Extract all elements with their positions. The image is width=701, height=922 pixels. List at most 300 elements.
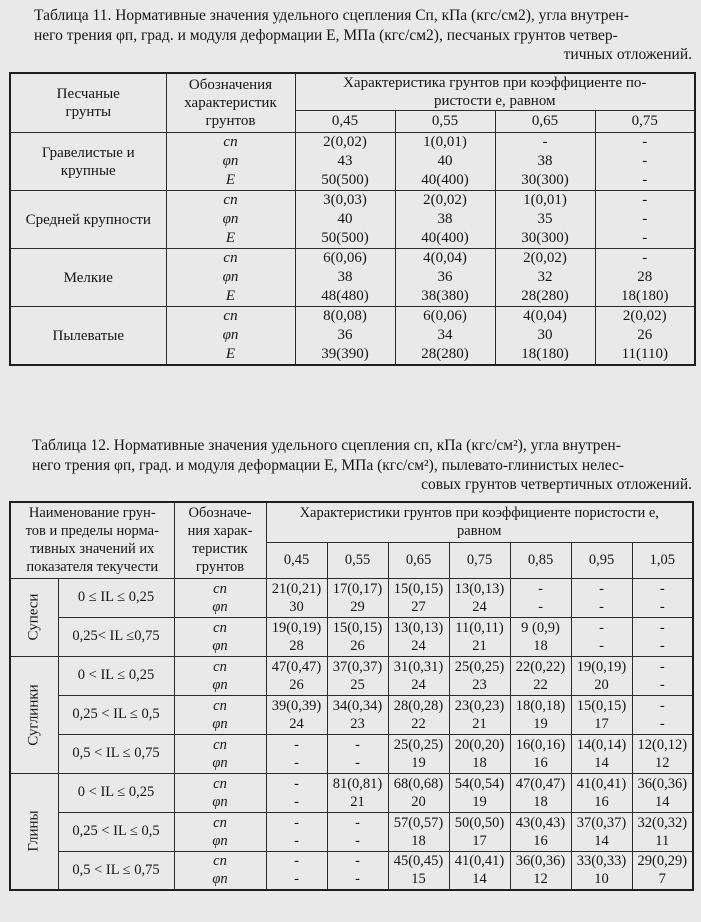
value: 6(0,06) bbox=[423, 308, 467, 324]
value-cell bbox=[327, 578, 388, 617]
symbol-cell bbox=[174, 656, 266, 695]
soil-group-label bbox=[10, 773, 58, 890]
value: - bbox=[642, 172, 648, 188]
value-cell bbox=[395, 191, 495, 249]
value: 10 bbox=[594, 871, 609, 888]
value: 24 bbox=[411, 637, 426, 654]
porosity-header: 0,75 bbox=[595, 111, 695, 133]
soil-name-cell bbox=[10, 133, 166, 191]
value: 2(0,02) bbox=[523, 250, 567, 266]
value-cell bbox=[510, 695, 571, 734]
value: 19(0,19) bbox=[576, 658, 627, 675]
table11-body bbox=[10, 133, 695, 366]
caption-line: совых грунтов четвертичных отложений. bbox=[421, 476, 692, 493]
value: 19 bbox=[533, 715, 548, 732]
value: 14 bbox=[655, 793, 670, 810]
table-row bbox=[10, 249, 695, 307]
value-cell bbox=[266, 734, 327, 773]
value: - bbox=[294, 775, 299, 792]
value-cell bbox=[632, 734, 693, 773]
value-cell bbox=[295, 133, 395, 191]
symbol-cell bbox=[174, 578, 266, 617]
soil-group-name: Глины bbox=[25, 810, 42, 852]
value: 30 bbox=[289, 598, 304, 615]
value: 18 bbox=[472, 754, 487, 771]
value-cell bbox=[295, 249, 395, 307]
value-cell bbox=[266, 695, 327, 734]
value: - bbox=[355, 853, 360, 870]
value-cell bbox=[595, 133, 695, 191]
value: 9 (0,9) bbox=[521, 619, 560, 636]
value: 18(0,18) bbox=[515, 697, 566, 714]
value-cell bbox=[510, 617, 571, 656]
value: 43 bbox=[337, 153, 353, 169]
value: 13(0,13) bbox=[454, 580, 505, 597]
value-cell bbox=[571, 695, 632, 734]
value: 30(300) bbox=[521, 230, 569, 246]
caption-line: него трения φп, град. и модуля деформации E, МПа (кгс/см2), песчаных грунтов четвер- bbox=[34, 26, 618, 44]
header-name bbox=[10, 502, 174, 578]
value-cell bbox=[388, 812, 449, 851]
value-cell bbox=[495, 191, 595, 249]
porosity-header: 0,65 bbox=[388, 542, 449, 578]
symbol-label: φп bbox=[212, 715, 228, 732]
value: 28 bbox=[637, 269, 653, 285]
value: 2(0,02) bbox=[622, 308, 667, 324]
header-text: ристости e, равном bbox=[433, 93, 556, 109]
header-text: равном bbox=[457, 523, 502, 540]
value: 14 bbox=[472, 871, 487, 888]
value: 17(0,17) bbox=[332, 580, 383, 597]
value-cell bbox=[571, 656, 632, 695]
value: 4(0,04) bbox=[423, 250, 467, 266]
value: 40(400) bbox=[421, 172, 469, 188]
value-cell bbox=[632, 773, 693, 812]
symbol-label: φп bbox=[222, 211, 239, 227]
symbol-label: φп bbox=[212, 637, 228, 654]
header-text: Песчаные bbox=[56, 86, 120, 102]
liquidity-condition: 0 ≤ IL ≤ 0,25 bbox=[58, 578, 174, 617]
value-cell bbox=[510, 578, 571, 617]
liquidity-condition: 0,25 < IL ≤ 0,5 bbox=[58, 812, 174, 851]
value: 28(280) bbox=[521, 288, 569, 304]
value: 15 bbox=[411, 871, 426, 888]
value-cell bbox=[266, 617, 327, 656]
value-cell bbox=[388, 617, 449, 656]
value: 29(0,29) bbox=[637, 853, 688, 870]
value: 17 bbox=[472, 832, 487, 849]
value: - bbox=[355, 871, 360, 888]
soil-name-cell bbox=[10, 191, 166, 249]
value-cell bbox=[510, 734, 571, 773]
value: 30 bbox=[537, 327, 553, 343]
value: 13(0,13) bbox=[393, 619, 444, 636]
value: 21 bbox=[472, 715, 487, 732]
value: 11(0,11) bbox=[455, 619, 504, 636]
value-cell bbox=[595, 307, 695, 366]
header-text: грунтов bbox=[205, 113, 256, 129]
caption-line: Таблица 11. Нормативные значения удельного сцепления Cп, кПа (кгс/см2), угла внутрен- bbox=[34, 7, 629, 24]
porosity-header: 0,55 bbox=[327, 542, 388, 578]
value-cell bbox=[266, 656, 327, 695]
value: 41(0,41) bbox=[576, 775, 627, 792]
symbol-label: E bbox=[225, 288, 236, 304]
value-cell bbox=[571, 773, 632, 812]
symbol-cell bbox=[174, 851, 266, 890]
symbol-label: cп bbox=[213, 814, 227, 831]
value-cell bbox=[510, 656, 571, 695]
value-cell bbox=[495, 133, 595, 191]
value: - bbox=[355, 832, 360, 849]
value: - bbox=[355, 754, 360, 771]
value-cell bbox=[449, 578, 510, 617]
value: 16 bbox=[594, 793, 609, 810]
value: 40 bbox=[437, 153, 453, 169]
symbol-cell bbox=[174, 617, 266, 656]
value-cell bbox=[449, 773, 510, 812]
value: 27 bbox=[411, 598, 426, 615]
value: - bbox=[659, 637, 665, 654]
value: 2(0,02) bbox=[323, 134, 367, 150]
symbol-label: φп bbox=[222, 269, 239, 285]
header-designation bbox=[174, 502, 266, 578]
value: 31(0,31) bbox=[393, 658, 444, 675]
soil-group-name: Супеси bbox=[25, 593, 42, 641]
symbol-cell bbox=[174, 812, 266, 851]
value: - bbox=[642, 153, 648, 169]
value: 35 bbox=[537, 211, 553, 227]
header-text: теристик bbox=[192, 541, 248, 558]
value-cell bbox=[295, 307, 395, 366]
caption-line: тичных отложений. bbox=[563, 46, 692, 63]
symbol-label: cп bbox=[213, 580, 227, 597]
value: 16 bbox=[533, 754, 548, 771]
value: 34(0,34) bbox=[332, 697, 383, 714]
value: 24 bbox=[472, 598, 487, 615]
symbol-label: φп bbox=[212, 598, 228, 615]
value: - bbox=[294, 871, 299, 888]
value: 47(0,47) bbox=[271, 658, 322, 675]
symbol-label: cп bbox=[213, 658, 227, 675]
header-characteristic bbox=[266, 502, 693, 542]
value-cell bbox=[327, 773, 388, 812]
value: 19(0,19) bbox=[271, 619, 322, 636]
value: 30(300) bbox=[521, 172, 569, 188]
value-cell bbox=[388, 734, 449, 773]
value: - bbox=[642, 134, 648, 150]
value: 1(0,01) bbox=[423, 134, 467, 150]
value-cell bbox=[327, 656, 388, 695]
value: 7 bbox=[658, 871, 666, 888]
value: 28(0,28) bbox=[393, 697, 444, 714]
header-text: тивных значений их bbox=[30, 541, 155, 558]
value: 15(0,15) bbox=[393, 580, 444, 597]
value-cell bbox=[449, 656, 510, 695]
value: 23(0,23) bbox=[454, 697, 505, 714]
porosity-header: 1,05 bbox=[632, 542, 693, 578]
value: 14(0,14) bbox=[576, 736, 627, 753]
value-cell bbox=[388, 656, 449, 695]
symbol-cell bbox=[166, 307, 295, 366]
table-row bbox=[10, 656, 693, 695]
header-text: показателя текучести bbox=[26, 559, 159, 576]
header-characteristic bbox=[295, 73, 695, 111]
value-cell bbox=[571, 812, 632, 851]
value: - bbox=[294, 832, 299, 849]
symbol-label: cп bbox=[213, 775, 227, 792]
soil-name: Средней крупности bbox=[25, 211, 151, 228]
value-cell bbox=[632, 578, 693, 617]
value: 11 bbox=[655, 832, 670, 849]
symbol-label: E bbox=[225, 230, 236, 246]
value-cell bbox=[449, 851, 510, 890]
soil-name-cell bbox=[10, 307, 166, 366]
value: 28(280) bbox=[421, 346, 469, 362]
liquidity-condition: 0 < IL ≤ 0,25 bbox=[58, 656, 174, 695]
value: 36(0,36) bbox=[637, 775, 688, 792]
caption-line: Таблица 12. Нормативные значения удельного сцепления cп, кПа (кгс/см²), угла внутрен- bbox=[32, 437, 621, 454]
value: 40 bbox=[337, 211, 353, 227]
soil-group-label bbox=[10, 578, 58, 656]
header-text: характеристик bbox=[184, 95, 277, 111]
table-row bbox=[10, 812, 693, 851]
value: 4(0,04) bbox=[523, 308, 567, 324]
value: - bbox=[659, 580, 665, 597]
value: - bbox=[294, 736, 299, 753]
table11 bbox=[9, 72, 696, 366]
value: 38 bbox=[337, 269, 353, 285]
value: 12(0,12) bbox=[637, 736, 688, 753]
value: 23 bbox=[472, 676, 487, 693]
value-cell bbox=[632, 812, 693, 851]
value-cell bbox=[395, 133, 495, 191]
value: 19 bbox=[411, 754, 426, 771]
value-cell bbox=[388, 578, 449, 617]
liquidity-condition: 0,5 < IL ≤ 0,75 bbox=[58, 851, 174, 890]
value-cell bbox=[632, 617, 693, 656]
value: 68(0,68) bbox=[393, 775, 444, 792]
value-cell bbox=[449, 734, 510, 773]
value: 14 bbox=[594, 832, 609, 849]
value-cell bbox=[266, 851, 327, 890]
header-text: грунтов bbox=[195, 559, 245, 576]
value-cell bbox=[327, 695, 388, 734]
value: 26 bbox=[637, 327, 653, 343]
table12-body bbox=[10, 578, 693, 890]
soil-group-label bbox=[10, 656, 58, 773]
symbol-cell bbox=[174, 734, 266, 773]
value: 32(0,32) bbox=[637, 814, 688, 831]
symbol-label: cп bbox=[223, 192, 238, 208]
value: 16(0,16) bbox=[515, 736, 566, 753]
value: - bbox=[542, 134, 548, 150]
value: 21(0,21) bbox=[271, 580, 322, 597]
value-cell bbox=[495, 307, 595, 366]
symbol-label: E bbox=[225, 172, 236, 188]
value: 12 bbox=[533, 871, 548, 888]
value: 50(0,50) bbox=[454, 814, 505, 831]
value: 32 bbox=[537, 269, 553, 285]
liquidity-condition: 0,25 < IL ≤ 0,5 bbox=[58, 695, 174, 734]
value: - bbox=[642, 250, 648, 266]
value: - bbox=[642, 211, 648, 227]
value: 18 bbox=[533, 793, 548, 810]
value: 18 bbox=[411, 832, 426, 849]
value-cell bbox=[632, 695, 693, 734]
value: - bbox=[294, 853, 299, 870]
table12-caption bbox=[32, 436, 692, 495]
header-text: Наименование грун- bbox=[28, 505, 156, 522]
header-text: ния харак- bbox=[187, 523, 253, 540]
value: 21 bbox=[472, 637, 487, 654]
header-text: Характеристики грунтов при коэффициенте пористости e, bbox=[299, 505, 659, 522]
value: 26 bbox=[289, 676, 304, 693]
value: 40(400) bbox=[421, 230, 469, 246]
value: 17 bbox=[594, 715, 609, 732]
value-cell bbox=[510, 773, 571, 812]
value: 2(0,02) bbox=[423, 192, 467, 208]
table-row bbox=[10, 734, 693, 773]
value: 57(0,57) bbox=[393, 814, 444, 831]
value: 15(0,15) bbox=[576, 697, 627, 714]
value-cell bbox=[295, 191, 395, 249]
table12 bbox=[9, 501, 694, 891]
value: 18(180) bbox=[621, 288, 669, 304]
value: 48(480) bbox=[321, 288, 369, 304]
value: 50(500) bbox=[321, 230, 369, 246]
value: 19 bbox=[472, 793, 487, 810]
value-cell bbox=[395, 249, 495, 307]
value: 37(0,37) bbox=[576, 814, 627, 831]
value-cell bbox=[388, 773, 449, 812]
value: 25 bbox=[350, 676, 365, 693]
soil-name: Гравелистые и bbox=[41, 144, 135, 161]
soil-group-name: Суглинки bbox=[25, 683, 42, 746]
value: 3(0,03) bbox=[323, 192, 367, 208]
value: 41(0,41) bbox=[454, 853, 505, 870]
porosity-header: 0,45 bbox=[266, 542, 327, 578]
symbol-label: φп bbox=[212, 832, 228, 849]
table-row bbox=[10, 578, 693, 617]
symbol-cell bbox=[166, 133, 295, 191]
symbol-cell bbox=[174, 773, 266, 812]
value: - bbox=[294, 754, 299, 771]
value: 22 bbox=[411, 715, 426, 732]
value: - bbox=[659, 676, 665, 693]
liquidity-condition: 0,25< IL ≤0,75 bbox=[58, 617, 174, 656]
symbol-cell bbox=[166, 191, 295, 249]
value-cell bbox=[571, 851, 632, 890]
value: 11(110) bbox=[621, 346, 668, 362]
value: - bbox=[659, 598, 665, 615]
value: 36(0,36) bbox=[515, 853, 566, 870]
value: - bbox=[355, 814, 360, 831]
symbol-label: φп bbox=[212, 754, 228, 771]
porosity-header: 0,45 bbox=[295, 111, 395, 133]
porosity-header: 0,75 bbox=[449, 542, 510, 578]
value-cell bbox=[449, 812, 510, 851]
value: 38(380) bbox=[421, 288, 469, 304]
value: 14 bbox=[594, 754, 609, 771]
value-cell bbox=[395, 307, 495, 366]
value: 21 bbox=[350, 793, 365, 810]
value: - bbox=[659, 697, 665, 714]
value: - bbox=[294, 814, 299, 831]
table-row bbox=[10, 307, 695, 366]
value: 28 bbox=[289, 637, 304, 654]
value: 34 bbox=[437, 327, 453, 343]
header-text: тов и пределы норма- bbox=[25, 523, 159, 540]
value-cell bbox=[571, 734, 632, 773]
table-row bbox=[10, 133, 695, 191]
symbol-label: cп bbox=[223, 134, 238, 150]
liquidity-condition: 0 < IL ≤ 0,25 bbox=[58, 773, 174, 812]
value-cell bbox=[449, 617, 510, 656]
value-cell bbox=[571, 578, 632, 617]
value: 15(0,15) bbox=[332, 619, 383, 636]
value: 38 bbox=[537, 153, 553, 169]
value: 43(0,43) bbox=[515, 814, 566, 831]
value-cell bbox=[327, 851, 388, 890]
value: 16 bbox=[533, 832, 548, 849]
table-row bbox=[10, 191, 695, 249]
value: 36 bbox=[337, 327, 353, 343]
symbol-label: cп bbox=[213, 619, 227, 636]
porosity-header: 0,95 bbox=[571, 542, 632, 578]
value: 36 bbox=[437, 269, 453, 285]
value-cell bbox=[266, 578, 327, 617]
value: 50(500) bbox=[321, 172, 369, 188]
value: 8(0,08) bbox=[323, 308, 367, 324]
header-text: грунты bbox=[65, 104, 112, 120]
value: 47(0,47) bbox=[515, 775, 566, 792]
porosity-header: 0,65 bbox=[495, 111, 595, 133]
header-text: Характеристика грунтов при коэффициенте по- bbox=[343, 75, 647, 91]
value: - bbox=[355, 736, 360, 753]
value-cell bbox=[266, 812, 327, 851]
value: 20 bbox=[594, 676, 609, 693]
value: - bbox=[599, 598, 604, 615]
soil-name: Пылеватые bbox=[52, 327, 124, 344]
symbol-label: cп bbox=[213, 697, 227, 714]
value-cell bbox=[495, 249, 595, 307]
symbol-label: φп bbox=[212, 871, 228, 888]
value: 12 bbox=[655, 754, 670, 771]
value: 39(390) bbox=[321, 346, 369, 362]
value-cell bbox=[510, 851, 571, 890]
value-cell bbox=[595, 249, 695, 307]
value-cell bbox=[510, 812, 571, 851]
value: 20(0,20) bbox=[454, 736, 505, 753]
caption-line: него трения φп, град. и модуля деформации E, МПа (кгс/см²), пылевато-глинистых нелес- bbox=[32, 456, 625, 474]
value-cell bbox=[388, 851, 449, 890]
value: - bbox=[659, 619, 665, 636]
symbol-label: φп bbox=[212, 676, 228, 693]
value-cell bbox=[595, 191, 695, 249]
value: - bbox=[599, 637, 604, 654]
table-row bbox=[10, 773, 693, 812]
symbol-label: E bbox=[225, 346, 236, 362]
value: 54(0,54) bbox=[454, 775, 505, 792]
value-cell bbox=[388, 695, 449, 734]
symbol-label: φп bbox=[222, 327, 239, 343]
value-cell bbox=[449, 695, 510, 734]
value: 23 bbox=[350, 715, 365, 732]
value: - bbox=[659, 715, 665, 732]
header-text: Обозначения bbox=[188, 77, 273, 93]
liquidity-condition: 0,5 < IL ≤ 0,75 bbox=[58, 734, 174, 773]
value-cell bbox=[327, 734, 388, 773]
